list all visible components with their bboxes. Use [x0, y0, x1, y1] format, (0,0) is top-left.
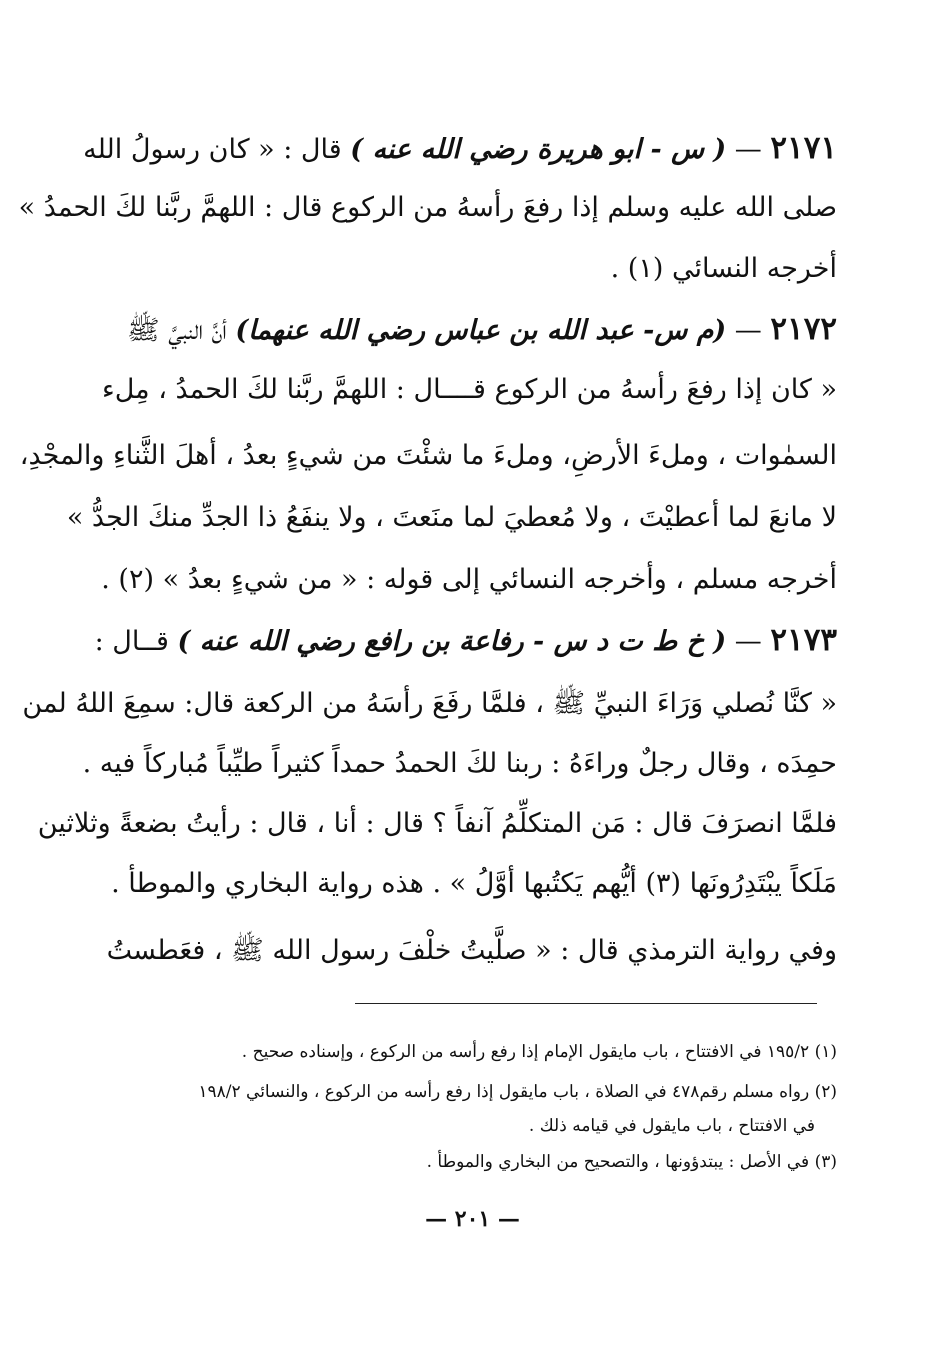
hadith-2172-line-1: ٢١٧٢ — (م س- عبد الله بن عباس رضي الله عنهما) أنَّ النبيَّ ﷺ	[127, 311, 837, 347]
hadith-2173-line-3: حمِدَه ، وقال رجلٌ وراءَهُ : ربنا لكَ الحمدُ حمداً كثيراً طيِّباً مُباركاً فيه .	[82, 748, 837, 779]
hadith-2173-line-2: « كنَّا نُصلي وَرَاءَ النبيِّ ﷺ ، فلمَّا رفَعَ رأسَهُ من الركعة قال: سمِعَ اللهُ لمن	[22, 688, 837, 719]
hadith-2171-line-2: صلى الله عليه وسلم إذا رفعَ رأسهُ من الركوع قال : اللهمَّ ربَّنا لكَ الحمدُ »	[18, 192, 837, 223]
hadith-2173-line-5: مَلَكاً يبْتَدِرُونَها (٣) أيُّهم يَكتُبها أوَّلُ » . هذه رواية البخاري والموطأ .	[111, 868, 837, 899]
hadith-2172-line-5: أخرجه مسلم ، وأخرجه النسائي إلى قوله : « من شيءٍ بعدُ » (٢) .	[101, 564, 837, 595]
hadith-2171-line-3: أخرجه النسائي (١) .	[610, 253, 837, 284]
page-number: — ٢٠١ —	[425, 1206, 520, 1232]
footnote-1: (١) ١٩٥/٢ في الافتتاح ، باب مايقول الإمام إذا رفع رأسه من الركوع ، وإسناده صحيح .	[241, 1042, 837, 1062]
hadith-2171-line-1: ٢١٧١ — ( س - ابو هريرة رضي الله عنه ) قال : « كان رسولُ الله	[83, 130, 837, 166]
hadith-2172-line-2: « كان إذا رفعَ رأسهُ من الركوع قــــال : اللهمَّ ربَّنا لكَ الحمدُ ، مِلء	[102, 374, 837, 405]
hadith-source: ( خ ط ت د س - رفاعة بن رافع رضي الله عنه )	[177, 626, 727, 657]
hadith-number: ٢١٧٢	[770, 311, 837, 347]
hadith-text: أنَّ النبيَّ ﷺ	[127, 315, 227, 346]
footnote-2: (٢) رواه مسلم رقم٤٧٨ في الصلاة ، باب مايقول إذا رفع رأسه من الركوع ، والنسائي ١٩٨/٢	[198, 1082, 837, 1102]
hadith-2173-line-4: فلمَّا انصرَفَ قال : مَن المتكلِّمُ آنفاً ؟ قال : أنا ، قال : رأيتُ بضعةً وثلاثين	[37, 808, 837, 839]
hadith-2172-line-3: السمٰوات ، وملءَ الأرضِ، وملءَ ما شئْتَ من شيءٍ بعدُ ، أهلَ الثَّناءِ والمجْدِ،	[19, 440, 837, 471]
hadith-number: ٢١٧١	[770, 130, 837, 166]
footnote-2-continued: في الافتتاح ، باب مايقول في قيامه ذلك .	[528, 1116, 815, 1136]
hadith-2172-line-4: لا مانعَ لما أعطيْتَ ، ولا مُعطيَ لما منَعتَ ، ولا ينفَعُ ذا الجدِّ منكَ الجدُّ »	[66, 502, 837, 533]
hadith-text: قال : « كان رسولُ الله	[83, 134, 342, 165]
hadith-source: (م س- عبد الله بن عباس رضي الله عنهما)	[235, 315, 727, 346]
footnote-separator	[355, 1003, 817, 1004]
footnote-3: (٣) في الأصل : يبتدؤونها ، والتصحيح من البخاري والموطأ .	[426, 1152, 837, 1172]
hadith-source: ( س - ابو هريرة رضي الله عنه )	[350, 134, 727, 165]
hadith-2173-line-6: وفي رواية الترمذي قال : « صلَّيتُ خلْفَ رسول الله ﷺ ، فعَطستُ	[106, 935, 837, 966]
hadith-2173-line-1: ٢١٧٣ — ( خ ط ت د س - رفاعة بن رافع رضي الله عنه ) قــال :	[94, 622, 837, 658]
hadith-number: ٢١٧٣	[770, 622, 837, 658]
hadith-text: قــال :	[94, 626, 169, 657]
